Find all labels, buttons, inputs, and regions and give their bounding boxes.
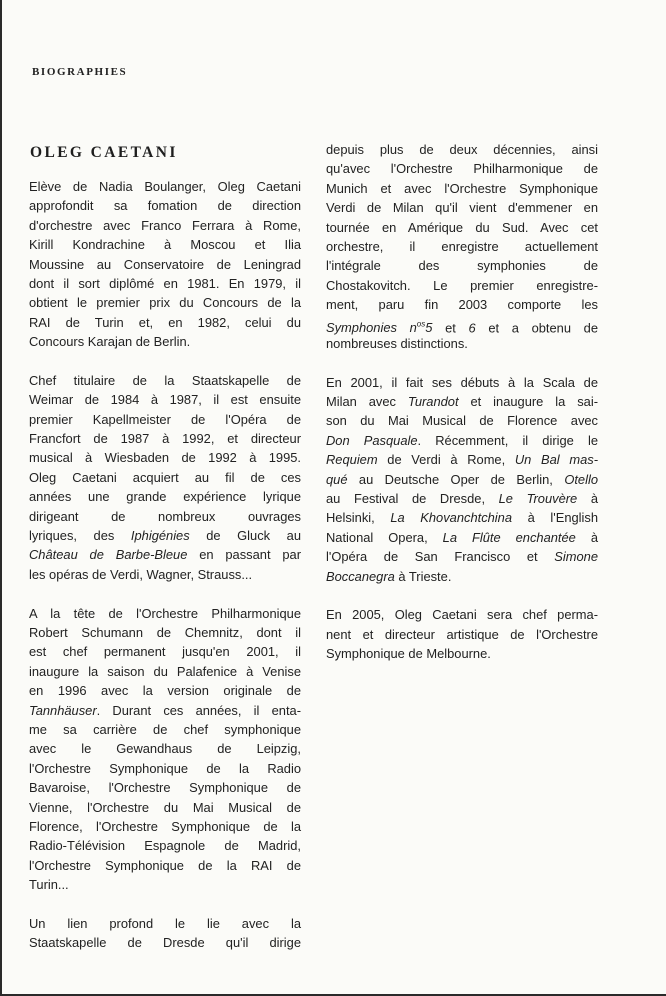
left-column-paragraph-2-line: premier Kapellmeister de l'Opéra de — [29, 411, 301, 427]
paragraph-gap — [326, 353, 598, 372]
paragraph-gap — [29, 584, 301, 603]
left-text-column — [29, 177, 301, 953]
right-column-paragraph-3-line: En 2005, Oleg Caetani sera chef perma- — [326, 607, 598, 623]
left-column-paragraph-1-line: RAI de Turin et, en 1982, celui du — [29, 314, 301, 330]
left-column-paragraph-3-line: est chef permanent jusqu'en 2001, il — [29, 644, 301, 660]
right-column-paragraph-1-line: tournée en Amérique du Sud. Avec cet — [326, 219, 598, 235]
right-column-paragraph-2-line: son du Mai Musical de Florence avec — [326, 413, 598, 429]
right-column-paragraph-1-line: qu'avec l'Orchestre Philharmonique de — [326, 161, 598, 177]
right-column-paragraph-2-line: Milan avec Turandot et inaugure la sai- — [326, 394, 598, 410]
left-column-paragraph-2-line: Château de Barbe-Bleue en passant par — [29, 547, 301, 563]
left-column-paragraph-1-line: Elève de Nadia Boulanger, Oleg Caetani — [29, 179, 301, 194]
right-column-paragraph-1-line: Chostakovitch. Le premier enregistre- — [326, 277, 598, 293]
right-column-paragraph-1-line: Verdi de Milan qu'il vient d'emmener en — [326, 200, 598, 216]
right-column-paragraph-2-line: En 2001, il fait ses débuts à la Scala de — [326, 374, 598, 390]
right-column-paragraph-2-line: l'Opéra de San Francisco et Simone — [326, 549, 598, 565]
left-column-paragraph-1-line: Concours Karajan de Berlin. — [29, 334, 191, 350]
left-column-paragraph-2-line: années une grande expérience lyrique — [29, 489, 301, 505]
right-column-paragraph-1-line: orchestre, il enregistre actuellement — [326, 238, 598, 254]
section-label: BIOGRAPHIES — [32, 66, 128, 78]
left-column-paragraph-1-line: obtient le premier prix du Concours de la — [29, 295, 301, 311]
paragraph-gap — [326, 586, 598, 605]
right-column-paragraph-2-line: Don Pasquale. Récemment, il dirige le — [326, 432, 598, 448]
left-column-paragraph-3-line: Turin... — [29, 877, 69, 893]
right-column-paragraph-1-line: ment, paru fin 2003 comporte les — [326, 297, 598, 313]
left-column-paragraph-1-line: Moussine au Conservatoire de Leningrad — [29, 256, 301, 272]
right-column-paragraph-1-line: depuis plus de deux décennies, ainsi — [326, 142, 598, 157]
right-column-paragraph-1-line: l'intégrale des symphonies de — [326, 258, 598, 274]
left-column-paragraph-2-line: Chef titulaire de la Staatskapelle de — [29, 372, 301, 388]
left-column-paragraph-3-line: inaugure la saison du Palafenice à Venise — [29, 663, 301, 679]
right-column-paragraph-3-line: Symphonique de Melbourne. — [326, 646, 491, 662]
left-column-paragraph-3-line: Robert Schumann de Chemnitz, dont il — [29, 624, 301, 640]
right-column-paragraph-2-line: au Festival de Dresde, Le Trouvère à — [326, 491, 598, 507]
left-column-paragraph-4-line: Un lien profond le lie avec la — [29, 915, 301, 931]
left-column-paragraph-3-line: l'Orchestre Symphonique de la Radio — [29, 760, 301, 776]
left-column-paragraph-1-line: d'orchestre avec Franco Ferrara à Rome, — [29, 217, 301, 233]
left-column-paragraph-1-line: approfondit sa fomation de direction — [29, 198, 301, 214]
left-column-paragraph-4-line: Staatskapelle de Dresde qu'il dirige — [29, 935, 301, 951]
right-column-paragraph-2-line: Boccanegra à Trieste. — [326, 568, 452, 584]
left-column-paragraph-3-line: l'Orchestre Symphonique de la RAI de — [29, 857, 301, 873]
right-column-paragraph-1-line: Symphonies $n^{os}5$ et 6 et a obtenu de — [326, 319, 599, 335]
left-column-paragraph-2-line: dirigeant de nombreux ouvrages — [29, 508, 301, 524]
right-text-column — [326, 140, 598, 664]
left-column-paragraph-2-line: les opéras de Verdi, Wagner, Strauss... — [29, 566, 253, 582]
paragraph-gap — [29, 352, 301, 371]
left-column-paragraph-3-line: A la tête de l'Orchestre Philharmonique — [29, 605, 301, 621]
right-column-paragraph-1-line: nombreuses distinctions. — [326, 335, 468, 351]
left-column-paragraph-3-line: Tannhäuser. Durant ces années, il enta- — [29, 702, 301, 718]
right-column-paragraph-1-line: Munich et avec l'Orchestre Symphonique — [326, 180, 598, 196]
left-column-paragraph-3-line: Vienne, l'Orchestre du Mai Musical de — [29, 799, 301, 815]
left-column-paragraph-1-line: dont il sort diplômé en 1981. En 1979, il — [29, 275, 301, 291]
left-column-paragraph-3-line: Radio-Télévision Espagnole de Madrid, — [29, 838, 301, 854]
right-column-paragraph-2-line: Helsinki, La Khovanchtchina à l'English — [326, 510, 599, 526]
left-column-paragraph-2-line: Francfort de 1987 à 1992, et directeur — [29, 431, 301, 447]
left-column-paragraph-2-line: lyriques, des Iphigénies de Gluck au — [29, 528, 301, 544]
biography-name-heading: OLEG CAETANI — [30, 144, 178, 161]
right-column-paragraph-2-line: qué au Deutsche Oper de Berlin, Otello — [326, 471, 598, 487]
right-column-paragraph-2-line: National Opera, La Flûte enchantée à — [326, 529, 598, 545]
left-column-paragraph-2-line: Oleg Caetani acquiert au fil de ces — [29, 469, 301, 485]
left-column-paragraph-3-line: avec le Gewandhaus de Leipzig, — [29, 741, 301, 757]
paragraph-gap — [29, 894, 301, 913]
left-column-paragraph-2-line: Weimar de 1984 à 1987, il est ensuite — [29, 392, 301, 408]
left-column-paragraph-3-line: Bavaroise, l'Orchestre Symphonique de — [29, 780, 301, 796]
left-column-paragraph-3-line: me sa carrière de chef symphonique — [29, 721, 301, 737]
left-column-paragraph-3-line: Florence, l'Orchestre Symphonique de la — [29, 818, 301, 834]
right-column-paragraph-3-line: nent et directeur artistique de l'Orchestre — [326, 626, 598, 642]
right-column-paragraph-2-line: Requiem de Verdi à Rome, Un Bal mas- — [326, 452, 598, 468]
left-column-paragraph-3-line: en 1996 avec la version originale de — [29, 683, 301, 699]
left-column-paragraph-2-line: musical à Wiesbaden de 1992 à 1995. — [29, 450, 301, 466]
left-column-paragraph-1-line: Kirill Kondrachine à Moscou et Ilia — [29, 237, 301, 253]
